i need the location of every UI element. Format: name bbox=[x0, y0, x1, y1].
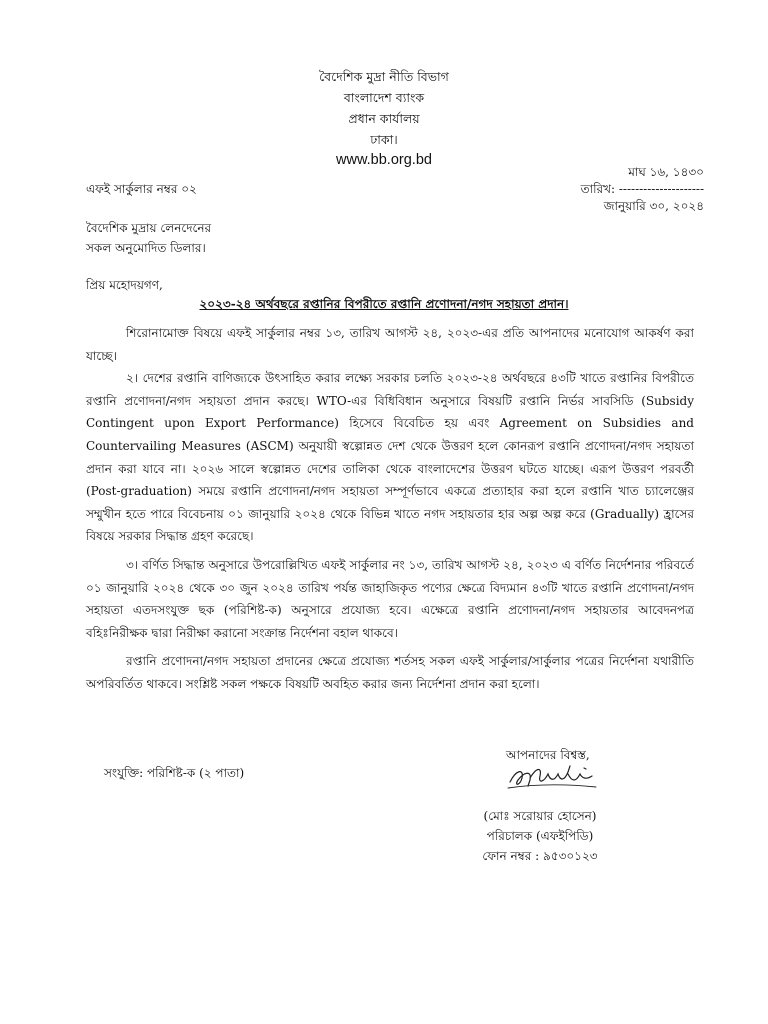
signatory-phone: ফোন নম্বর : ৯৫৩০১২৩ bbox=[482, 849, 598, 863]
department-name: বৈদেশিক মুদ্রা নীতি বিভাগ bbox=[319, 69, 449, 84]
date-label: তারিখ: --------------------- bbox=[580, 182, 704, 196]
addressee bbox=[86, 218, 211, 258]
signatory-block bbox=[440, 806, 640, 866]
paragraph-3: ৩। বর্ণিত সিদ্ধান্ত অনুসারে উপরোল্লিখিত এফই সার্কুলার নং ১৩, তারিখ আগস্ট ২৪, ২০২৩ এ বর্ণিত নির্দেশনার পরিবর্তে ০১ জানুয়ারি ২০২৪ থেকে ৩০ জুন ২০২৪ তারিখ পর্যন্ত জাহাজিকৃত পণ্যের ক্ষেত্রে বিদ্যমান ৪৩টি খাতে রপ্তানি প্রণোদনা/নগদ সহায়তা এতদসংযুক্ত ছক (পরিশিষ্ট-ক) অনুসারে প্রযোজ্য হবে। এক্ষেত্রে রপ্তানি প্রণোদনা/নগদ সহায়তার আবেদনপত্র বহিঃনিরীক্ষক দ্বারা নিরীক্ষা করানো সংক্রান্ত নির্দেশনা বহাল থাকবে। bbox=[86, 557, 694, 640]
date-block bbox=[524, 164, 704, 215]
handwritten-signature bbox=[506, 760, 598, 794]
website-link[interactable]: www.bb.org.bd bbox=[336, 152, 432, 168]
city-name: ঢাকা। bbox=[370, 132, 398, 147]
office-name: প্রধান কার্যালয় bbox=[348, 111, 420, 126]
paragraph-4: রপ্তানি প্রণোদনা/নগদ সহায়তা প্রদানের ক্ষেত্রে প্রযোজ্য শর্তসহ সকল এফই সার্কুলার/সার্কুলার পত্রের নির্দেশনা যথারীতি অপরিবর্তিত থাকবে। সংশ্লিষ্ট সকল পক্ষকে বিষয়টি অবহিত করার জন্য নির্দেশনা প্রদান করা হলো। bbox=[86, 654, 694, 691]
circular-number: এফই সার্কুলার নম্বর ০২ bbox=[86, 182, 197, 196]
salutation: প্রিয় মহোদয়গণ, bbox=[86, 278, 163, 292]
addressee-line-1: বৈদেশিক মুদ্রায় লেনদেনের bbox=[86, 221, 212, 235]
addressee-line-2: সকল অনুমোদিত ডিলার। bbox=[86, 241, 206, 255]
subject-line bbox=[0, 296, 768, 316]
subject-text: ২০২৩-২৪ অর্থবছরে রপ্তানির বিপরীতে রপ্তানি প্রণোদনা/নগদ সহায়তা প্রদান। bbox=[199, 297, 569, 311]
signatory-designation: পরিচালক (এফইপিডি) bbox=[486, 829, 594, 843]
letterhead bbox=[0, 66, 768, 170]
letter-body bbox=[86, 322, 694, 704]
signatory-name: (মোঃ সরোয়ার হোসেন) bbox=[483, 809, 597, 823]
paragraph-1: শিরোনামোক্ত বিষয়ে এফই সার্কুলার নম্বর ১৩, তারিখ আগস্ট ২৪, ২০২৩-এর প্রতি আপনাদের মনোযোগ আকর্ষণ করা যাচ্ছে। bbox=[86, 326, 694, 363]
enclosure-note: সংযুক্তি: পরিশিষ্ট-ক (২ পাতা) bbox=[104, 766, 245, 780]
paragraph-2: ২। দেশের রপ্তানি বাণিজ্যকে উৎসাহিত করার লক্ষ্যে সরকার চলতি ২০২৩-২৪ অর্থবছরে ৪৩টি খাতে রপ্তানির বিপরীতে রপ্তানি প্রণোদনা/নগদ সহায়তা প্রদান করছে। WTO-এর বিধিবিধান অনুসারে বিষয়টি রপ্তানি নির্ভর সাবসিডি (Subsidy Contingent upon Export Performance) হিসেবে বিবেচিত হয় এবং Agreement on Subsidies and Countervailing Measures (ASCM) অনুযায়ী স্বল্পোন্নত দেশ থেকে উত্তরণ হলে কোনরূপ রপ্তানি প্রণোদনা/নগদ সহায়তা প্রদান করা যাবে না। ২০২৬ সালে স্বল্পোন্নত দেশের তালিকা থেকে বাংলাদেশের উত্তরণ ঘটতে যাচ্ছে। এরূপ উত্তরণ পরবর্তী (Post-graduation) সময়ে রপ্তানি প্রণোদনা/নগদ সহায়তা সম্পূর্ণভাবে একত্রে প্রত্যাহার করা হলে রপ্তানি খাত চ্যালেঞ্জের সম্মুখীন হতে পারে বিবেচনায় ০১ জানুয়ারি ২০২৪ থেকে বিভিন্ন খাতে নগদ সহায়তার হার অল্প অল্প করে (Gradually) হ্রাসের বিষয়ে সরকার সিদ্ধান্ত গ্রহণ করেছে। bbox=[86, 371, 694, 544]
date-bangla: মাঘ ১৬, ১৪৩০ bbox=[628, 165, 704, 179]
bank-name: বাংলাদেশ ব্যাংক bbox=[343, 90, 425, 105]
date-english: জানুয়ারি ৩০, ২০২৪ bbox=[603, 199, 704, 213]
closing-phrase: আপনাদের বিশ্বস্ত, bbox=[506, 748, 590, 762]
